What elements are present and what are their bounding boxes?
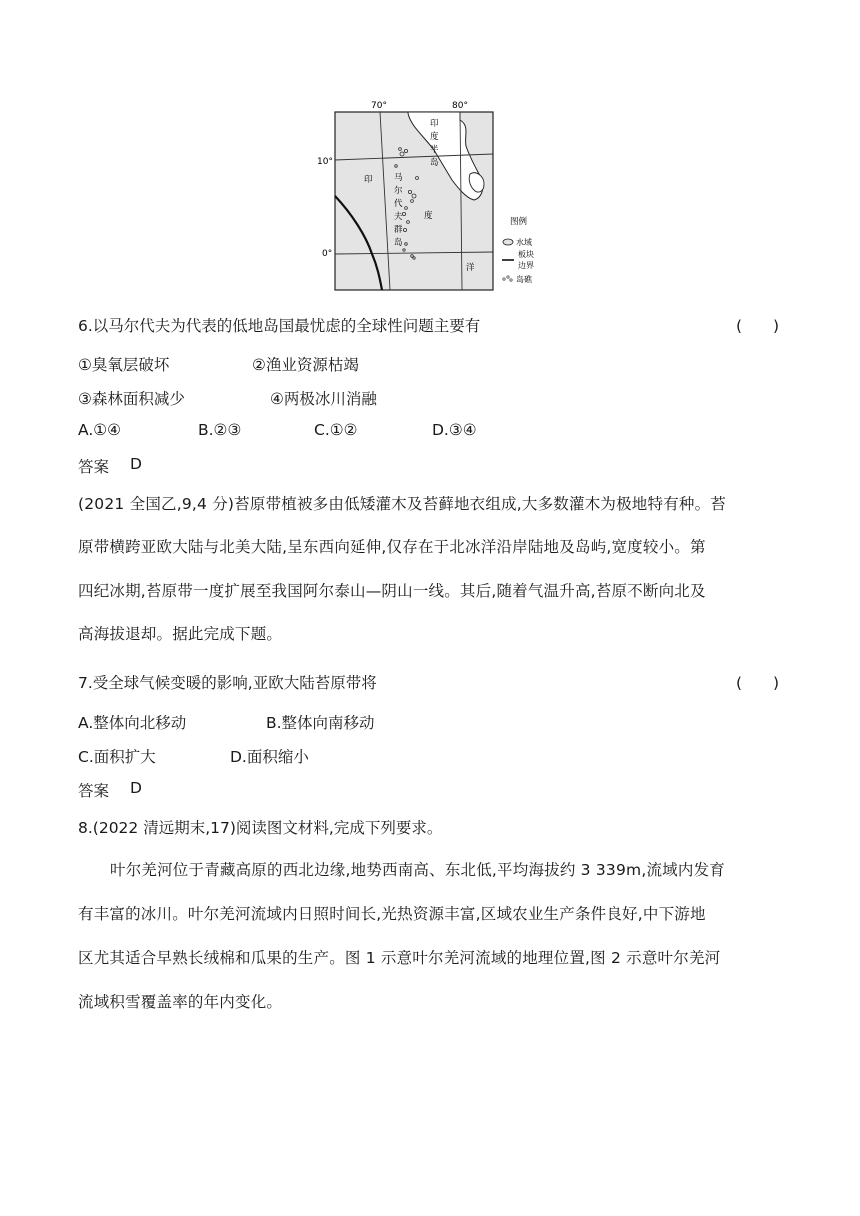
q8-text-line-1: 叶尔羌河位于青藏高原的西北边缘,地势西南高、东北低,平均海拔约 3 339m,流域内发育 — [110, 861, 725, 879]
q6-choice-b: B.②③ — [198, 421, 242, 439]
svg-text:印: 印 — [430, 119, 439, 129]
svg-text:度: 度 — [424, 211, 433, 221]
passage7-line-3: 四纪冰期,苔原带一度扩展至我国阿尔泰山—阴山一线。其后,随着气温升高,苔原不断向北及 — [78, 582, 706, 600]
svg-text:夫: 夫 — [394, 212, 403, 222]
svg-text:洋: 洋 — [466, 263, 475, 273]
lon-70-label: 70° — [371, 101, 387, 111]
q7-stem: 7.受全球气候变暖的影响,亚欧大陆苔原带将 — [78, 674, 377, 692]
q7-choice-a: A.整体向北移动 — [78, 714, 187, 732]
legend-reef-swatch — [503, 276, 512, 281]
q6-option-3: ③森林面积减少 — [78, 390, 185, 408]
q6-answer-label: 答案 — [78, 458, 110, 476]
svg-text:边界: 边界 — [518, 261, 534, 270]
q6-answer-blank: ( ) — [736, 317, 780, 335]
lon-80-label: 80° — [452, 101, 468, 111]
q6-option-4: ④两极冰川消融 — [270, 390, 377, 408]
passage7-line-1: (2021 全国乙,9,4 分)苔原带植被多由低矮灌木及苔藓地衣组成,大多数灌木为极地特有种。苔 — [78, 495, 727, 513]
svg-text:马: 马 — [394, 173, 403, 183]
q6-choice-c: C.①② — [314, 421, 358, 439]
svg-text:板块: 板块 — [518, 250, 534, 259]
q6-answer: D — [130, 455, 142, 473]
svg-text:岛: 岛 — [430, 158, 439, 168]
q7-answer-blank: ( ) — [736, 674, 780, 692]
q6-option-1: ①臭氧层破坏 — [78, 356, 170, 374]
q6-stem: 6.以马尔代夫为代表的低地岛国最忧虑的全球性问题主要有 — [78, 317, 481, 335]
q7-choice-c: C.面积扩大 — [78, 748, 156, 766]
q7-choice-b: B.整体向南移动 — [266, 714, 375, 732]
svg-text:代: 代 — [394, 199, 403, 209]
q8-text-line-2: 有丰富的冰川。叶尔羌河流域内日照时间长,光热资源丰富,区域农业生产条件良好,中下游地 — [78, 905, 706, 923]
legend-water-label: 水域 — [516, 238, 532, 247]
svg-text:印: 印 — [364, 175, 373, 185]
lat-10-label: 10° — [317, 157, 333, 167]
svg-text:度: 度 — [430, 132, 439, 142]
q8-text-line-3: 区尤其适合早熟长绒棉和瓜果的生产。图 1 示意叶尔羌河流域的地理位置,图 2 示意叶尔羌河 — [78, 949, 721, 967]
legend-boundary-label — [518, 249, 534, 270]
legend-reef-label: 岛礁 — [516, 275, 532, 284]
q7-answer: D — [130, 779, 142, 797]
lat-0-label: 0° — [322, 249, 333, 259]
q6-option-2: ②渔业资源枯竭 — [252, 356, 359, 374]
legend-title: 图例 — [510, 217, 528, 227]
svg-text:群: 群 — [394, 225, 403, 235]
q8-stem: 8.(2022 清远期末,17)阅读图文材料,完成下列要求。 — [78, 819, 443, 837]
q6-choice-d: D.③④ — [432, 421, 477, 439]
map-legend — [502, 216, 534, 284]
q8-text-line-4: 流域积雪覆盖率的年内变化。 — [78, 993, 283, 1011]
legend-water-swatch — [503, 239, 513, 245]
passage7-line-2: 原带横跨亚欧大陆与北美大陆,呈东西向延伸,仅存在于北冰洋沿岸陆地及岛屿,宽度较小。第 — [78, 538, 706, 556]
q6-choice-a: A.①④ — [78, 421, 122, 439]
maldives-map — [300, 96, 540, 296]
svg-text:尔: 尔 — [394, 186, 403, 196]
q7-choice-d: D.面积缩小 — [230, 748, 309, 766]
passage7-line-4: 高海拔退却。据此完成下题。 — [78, 625, 283, 643]
svg-text:岛: 岛 — [394, 238, 403, 248]
svg-text:半: 半 — [430, 145, 439, 155]
q7-answer-label: 答案 — [78, 782, 110, 800]
